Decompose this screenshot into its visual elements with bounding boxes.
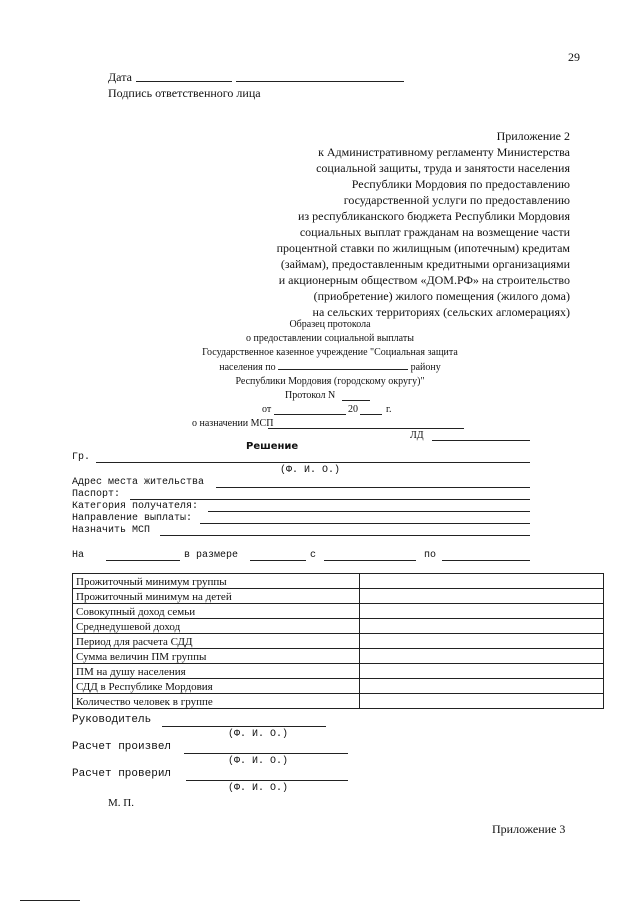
- protocol-date-blank: [274, 414, 346, 415]
- calc-signature-blank: [184, 753, 348, 754]
- table-row: [73, 574, 604, 589]
- category-label: Категория получателя:: [72, 501, 199, 512]
- appendix-2-line: социальной защиты, труда и занятости населения: [316, 161, 570, 175]
- signature-label: Подпись ответственного лица: [108, 86, 261, 100]
- district-prefix: населения по: [219, 362, 276, 373]
- protocol-number-label: Протокол N: [285, 390, 336, 401]
- calc-label: Расчет произвел: [72, 741, 172, 753]
- address-blank: [216, 487, 530, 488]
- direction-blank: [200, 523, 530, 524]
- protocol-sample-republic: Республики Мордовия (городскому округу)": [235, 376, 425, 387]
- protocol-sample-subtitle: о предоставлении социальной выплаты: [246, 333, 414, 344]
- check-label: Расчет проверил: [72, 768, 172, 780]
- appendix-2-line: государственной услуги по предоставлению: [343, 193, 570, 207]
- appendix-2-header: [210, 128, 570, 320]
- appendix-2-line: (займам), предоставленным кредитными организациями: [280, 257, 570, 271]
- period-from-blank: [324, 560, 416, 561]
- date-label: Дата: [108, 70, 132, 84]
- table-row-value: [360, 619, 604, 634]
- table-row: [73, 589, 604, 604]
- calculation-table: [72, 573, 604, 709]
- check-fio-hint: (Ф. И. О.): [228, 783, 289, 794]
- table-row: [73, 649, 604, 664]
- address-label: Адрес места жительства: [72, 477, 205, 488]
- table-row-value: [360, 574, 604, 589]
- protocol-year-blank: [360, 414, 382, 415]
- assign-label: Назначить МСП: [72, 525, 151, 536]
- table-row-label: Период для расчета СДД: [73, 634, 360, 649]
- table-row: [73, 634, 604, 649]
- district-suffix: району: [410, 362, 441, 373]
- table-row: [73, 679, 604, 694]
- seal-label: М. П.: [108, 797, 134, 809]
- date-line-2: [236, 81, 404, 82]
- appendix-2-line: из республиканского бюджета Республики Мордовия: [297, 209, 570, 223]
- table-row-label: ПМ на душу населения: [73, 664, 360, 679]
- table-row-label: Сумма величин ПМ группы: [73, 649, 360, 664]
- table-row-label: Совокупный доход семьи: [73, 604, 360, 619]
- gr-blank: [96, 462, 530, 463]
- category-blank: [208, 511, 530, 512]
- appendix-2-line: Приложение 2: [496, 129, 570, 143]
- footnote-separator: [20, 900, 80, 901]
- protocol-sample-title: Образец протокола: [289, 319, 371, 330]
- appendix-2-line: к Административному регламенту Министерства: [318, 145, 570, 159]
- appendix-2-line: процентной ставки по жилищным (ипотечным) кредитам: [276, 241, 570, 255]
- district-blank: [278, 360, 408, 370]
- calc-fio-hint: (Ф. И. О.): [228, 756, 289, 767]
- protocol-sample-institution: Государственное казенное учреждение "Социальная защита: [202, 347, 458, 358]
- period-na-blank: [106, 560, 180, 561]
- table-row: [73, 604, 604, 619]
- date-line-1: [136, 81, 232, 82]
- period-na-label: На: [72, 550, 85, 561]
- fio-hint: (Ф. И. О.): [280, 465, 341, 476]
- appendix-3-label: Приложение 3: [492, 822, 566, 836]
- table-row-value: [360, 604, 604, 619]
- gr-label: Гр.: [72, 452, 91, 463]
- msp-blank: [268, 428, 464, 429]
- table-row: [73, 619, 604, 634]
- passport-label: Паспорт:: [72, 489, 121, 500]
- table-row-label: Количество человек в группе: [73, 694, 360, 709]
- amount-label: в размере: [184, 550, 239, 561]
- table-row-label: СДД в Республике Мордовия: [73, 679, 360, 694]
- check-signature-blank: [186, 780, 348, 781]
- table-row-label: Среднедушевой доход: [73, 619, 360, 634]
- decision-heading: Решение: [246, 441, 299, 452]
- table-row-value: [360, 649, 604, 664]
- table-row: [73, 694, 604, 709]
- assign-blank: [160, 535, 530, 536]
- ld-label: ЛД: [410, 430, 424, 441]
- protocol-sample-district-line: [150, 360, 510, 375]
- table-row-value: [360, 679, 604, 694]
- amount-blank: [250, 560, 306, 561]
- table-row-label: Прожиточный минимум группы: [73, 574, 360, 589]
- period-to-label: по: [424, 550, 437, 561]
- protocol-year-prefix: 20: [348, 404, 358, 415]
- protocol-number-blank: [342, 400, 370, 401]
- appendix-2-line: и акционерным обществом «ДОМ.РФ» на строительство: [278, 273, 570, 287]
- msp-label: о назначении МСП: [192, 418, 274, 429]
- appendix-2-line: (приобретение) жилого помещения (жилого дома): [313, 289, 570, 303]
- protocol-year-suffix: г.: [386, 404, 392, 415]
- table-row-value: [360, 634, 604, 649]
- table-row: [73, 664, 604, 679]
- protocol-sample-header: [150, 318, 510, 389]
- table-row-label: Прожиточный минимум на детей: [73, 589, 360, 604]
- head-fio-hint: (Ф. И. О.): [228, 729, 289, 740]
- head-signature-blank: [162, 726, 326, 727]
- passport-blank: [130, 499, 530, 500]
- period-from-label: с: [310, 550, 317, 561]
- appendix-2-line: на сельских территориях (сельских агломерациях): [312, 305, 570, 319]
- protocol-from-label: от: [262, 404, 272, 415]
- direction-label: Направление выплаты:: [72, 513, 193, 524]
- head-label: Руководитель: [72, 714, 152, 726]
- appendix-2-line: социальных выплат гражданам на возмещение части: [299, 225, 570, 239]
- period-to-blank: [442, 560, 530, 561]
- table-row-value: [360, 694, 604, 709]
- page-number: 29: [568, 50, 580, 64]
- appendix-2-line: Республики Мордовия по предоставлению: [351, 177, 570, 191]
- ld-blank: [432, 440, 530, 441]
- table-row-value: [360, 589, 604, 604]
- table-row-value: [360, 664, 604, 679]
